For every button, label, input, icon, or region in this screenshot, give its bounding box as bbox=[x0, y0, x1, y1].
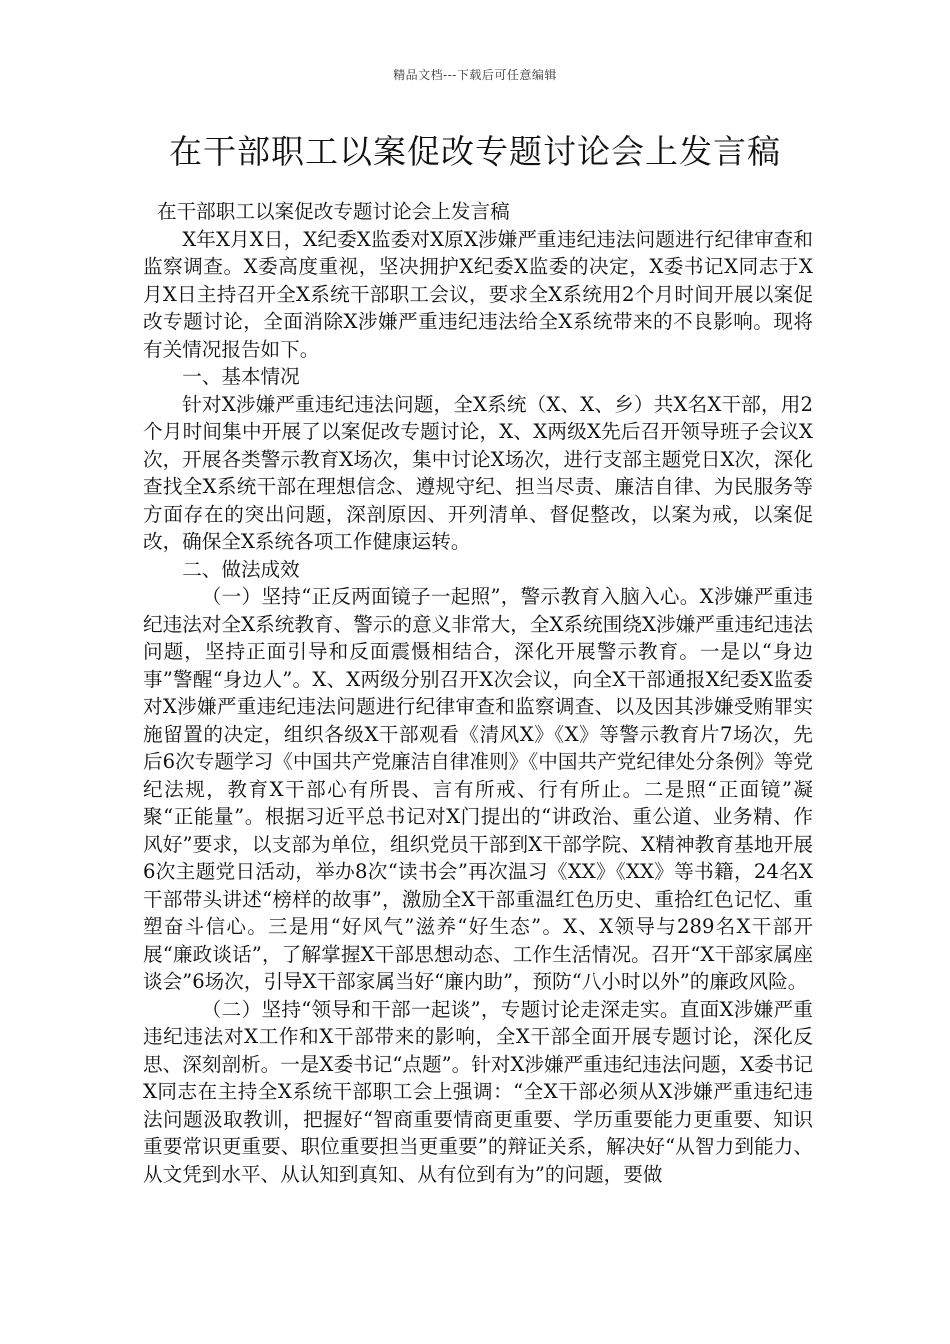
section-heading-basic-situation: 一、基本情况 bbox=[182, 365, 300, 388]
document-body bbox=[143, 198, 813, 1188]
document-title: 在干部职工以案促改专题讨论会上发言稿 bbox=[169, 132, 781, 171]
section-heading-practices: 二、做法成效 bbox=[182, 557, 300, 581]
intro-paragraph: X年X月X日，X纪委X监委对X原X涉嫌严重违纪违法问题进行纪律审查和监察调查。X委高度重视，坚决拥护X纪委X监委的决定，X委书记X同志于X月X日主持召开全X系统干部职工会议，要求全X系统用2个月时间开展以案促改专题讨论，全面消除X涉嫌严重违纪违法给全X系统带来的不良影响。现将有关情况报告如下。 bbox=[143, 227, 813, 361]
header-note: 精品文档---下载后可任意编辑 bbox=[393, 68, 557, 82]
practice-paragraph-2: （二）坚持“领导和干部一起谈”，专题讨论走深走实。直面X涉嫌严重违纪违法对X工作和X干部带来的影响，全X干部全面开展专题讨论，深化反思、深刻剖析。一是X委书记“点题”。针对X涉嫌严重违纪违法问题，X委书记X同志在主持全X系统干部职工会上强调：“全X干部必须从X涉嫌严重违纪违法问题汲取教训，把握好“智商重要情商更重要、学历重要能力更重要、知识重要常识更重要、职位重要担当更重要”的辩证关系，解决好“从智力到能力、从文凭到水平、从认知到真知、从有位到有为”的问题，要做 bbox=[143, 997, 813, 1186]
document-subtitle: 在干部职工以案促改专题讨论会上发言稿 bbox=[157, 200, 510, 223]
practice-paragraph-1: （一）坚持“正反两面镜子一起照”，警示教育入脑入心。X涉嫌严重违纪违法对全X系统教育、警示的意义非常大，全X系统围绕X涉嫌严重违纪违法问题，坚持正面引导和反面震慑相结合，深化开展警示教育。一是以“身边事”警醒“身边人”。X、X两级分别召开X次会议，向全X干部通报X纪委X监委对X涉嫌严重违纪违法问题进行纪律审查和监察调查、以及因其涉嫌受贿罪实施留置的决定，组织各级X干部观看《清风X》《X》等警示教育片7场次，先后6次专题学习《中国共产党廉洁自律准则》《中国共产党纪律处分条例》等党纪法规，教育X干部心有所畏、言有所戒、行有所止。二是照“正面镜”凝聚“正能量”。根据习近平总书记对X门提出的“讲政治、重公道、业务精、作风好”要求，以支部为单位，组织党员干部到X干部学院、X精神教育基地开展6次主题党日活动，举办8次“读书会”再次温习《XX》《XX》等书籍，24名X干部带头讲述“榜样的故事”，激励全X干部重温红色历史、重拾红色记忆、重塑奋斗信心。三是用“好风气”滋养“好生态”。X、X领导与289名X干部开展“廉政谈话”，了解掌握X干部思想动态、工作生活情况。召开“X干部家属座谈会”6场次，引导X干部家属当好“廉内助”，预防“八小时以外”的廉政风险。 bbox=[143, 585, 813, 993]
basic-situation-paragraph: 针对X涉嫌严重违纪违法问题，全X系统（X、X、乡）共X名X干部，用2个月时间集中开展了以案促改专题讨论，X、X两级X先后召开领导班子会议X次，开展各类警示教育X场次，集中讨论X场次，进行支部主题党日X次，深化查找全X系统干部在理想信念、遵规守纪、担当尽责、廉洁自律、为民服务等方面存在的突出问题，深剖原因、开列清单、督促整改，以案为戒，以案促改，确保全X系统各项工作健康运转。 bbox=[143, 392, 813, 553]
